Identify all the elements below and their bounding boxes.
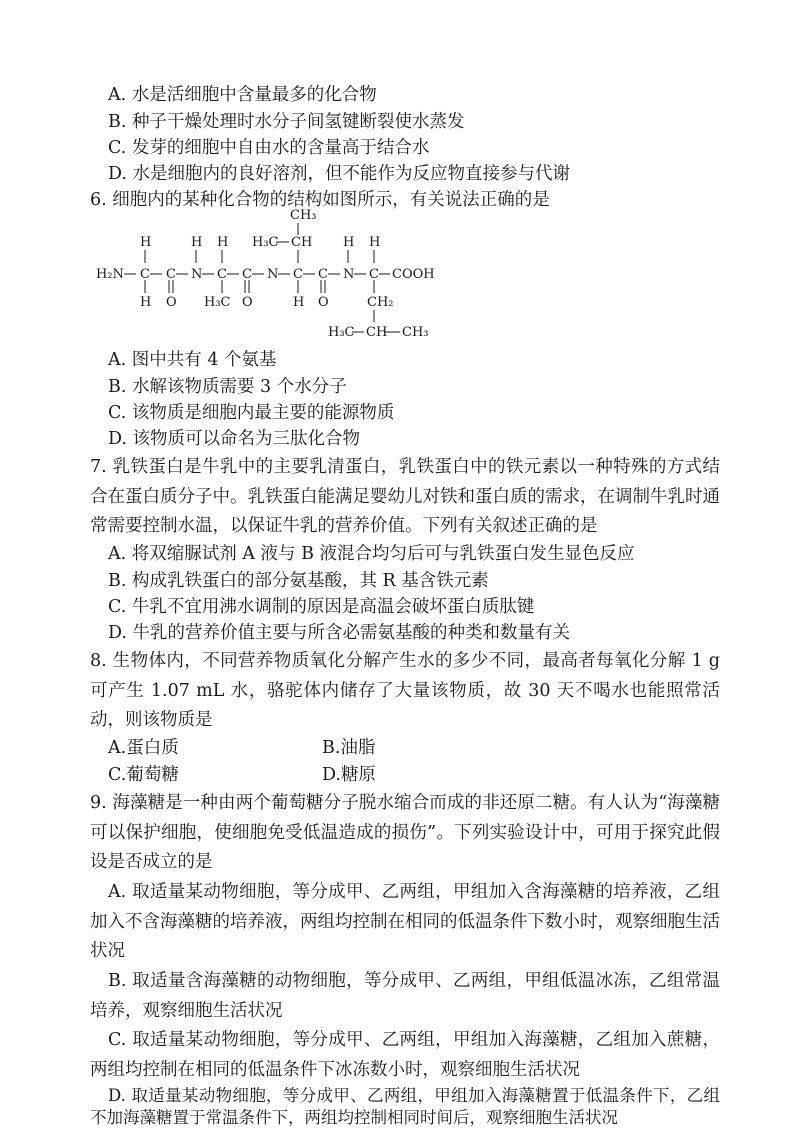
q8-option-a-text: A.蛋白质: [108, 738, 179, 758]
q9-option-a: A. 取适量某动物细胞，等分成甲、乙两组，甲组加入含海藻糖的培养液，乙组加入不含海藻糖的培养液，两组均控制在相同的低温条件下数小时，观察细胞生活状况: [90, 882, 720, 961]
q9-option-b: B. 取适量含海藻糖的动物细胞，等分成甲、乙两组，甲组低温冰冻，乙组常温培养，观察细胞生活状况: [90, 971, 720, 1021]
top-h-3: H: [217, 235, 229, 250]
q5-option-c: C. 发芽的细胞中自由水的含量高于结合水: [108, 138, 430, 158]
top-h-1: H: [140, 235, 152, 250]
q9-option-d: D. 取适量某动物细胞，等分成甲、乙两组，甲组加入海藻糖置于低温条件下，乙组不加海藻糖置于常温条件下，两组均控制相同时间后，观察细胞生活状况: [90, 1086, 720, 1127]
q7-option-d: D. 牛乳的营养价值主要与所含必需氨基酸的种类和数量有关: [108, 623, 571, 643]
carboxyl-group-label: COOH: [392, 267, 435, 282]
peptide-structure-diagram: [90, 208, 470, 348]
bottom-h-2: H: [293, 295, 305, 310]
q8-option-d: D.糖原: [322, 765, 376, 785]
r4-ch2: CH₂: [367, 295, 394, 310]
chain-atom-n1: N: [191, 267, 203, 282]
q9-option-c: C. 取适量某动物细胞，等分成甲、乙两组，甲组加入海藻糖，乙组加入蔗糖，两组均控制在相同的低温条件下冰冻数小时，观察细胞生活状况: [90, 1030, 720, 1080]
top-h-4: H: [343, 235, 355, 250]
chain-atom-n3: N: [343, 267, 355, 282]
q9-stem: 9. 海藻糖是一种由两个葡萄糖分子脱水缩合而成的非还原二糖。有人认为“海藻糖可以保护细胞，使细胞免受低温造成的损伤”。下列实验设计中，可用于探究此假设是否成立的是: [90, 793, 720, 872]
q7-option-b: B. 构成乳铁蛋白的部分氨基酸，其 R 基含铁元素: [108, 571, 489, 591]
r4-ch: CH: [366, 325, 388, 340]
q8-option-b: B.油脂: [322, 738, 376, 758]
q6-option-d: D. 该物质可以命名为三肽化合物: [108, 429, 361, 449]
r4-h3c: H₃C: [328, 325, 355, 340]
r3-h3c: H₃C: [252, 235, 279, 250]
r3-ch3-top: CH₃: [290, 208, 317, 223]
chain-atom-c2: C: [166, 267, 176, 282]
bottom-h3c: H₃C: [204, 295, 231, 310]
q6-option-b: B. 水解该物质需要 3 个水分子: [108, 377, 347, 397]
amino-group-label: H₂N: [96, 267, 124, 282]
bottom-o-1: O: [166, 295, 177, 310]
r4-ch3: CH₃: [402, 325, 429, 340]
q6-stem: 6. 细胞内的某种化合物的结构如图所示，有关说法正确的是: [90, 190, 550, 210]
q7-option-c: C. 牛乳不宜用沸水调制的原因是高温会破坏蛋白质肽键: [108, 597, 535, 617]
bottom-o-2: O: [242, 295, 253, 310]
chain-atom-c1: C: [140, 267, 150, 282]
top-h-2: H: [191, 235, 203, 250]
chain-atom-c5: C: [293, 267, 303, 282]
q5-option-d: D. 水是细胞内的良好溶剂，但不能作为反应物直接参与代谢: [108, 164, 571, 184]
q8-option-a: [108, 736, 179, 760]
chain-atom-c3: C: [217, 267, 227, 282]
q7-stem: 7. 乳铁蛋白是牛乳中的主要乳清蛋白，乳铁蛋白中的铁元素以一种特殊的方式结合在蛋白质分子中。乳铁蛋白能满足婴幼儿对铁和蛋白质的需求，在调制牛乳时通常需要控制水温，以保证牛乳的营养价值。下列有关叙述正确的是: [90, 457, 720, 536]
bottom-o-3: O: [318, 295, 329, 310]
top-h-5: H: [369, 235, 381, 250]
q5-option-a: A. 水是活细胞中含量最多的化合物: [108, 85, 377, 105]
q8-stem: 8. 生物体内，不同营养物质氧化分解产生水的多少不同，最高者每氧化分解 1 g 可产生 1.07 mL 水，骆驼体内储存了大量该物质，故 30 天不喝水也能照常活动，则该物质是: [90, 651, 720, 730]
chain-atom-c6: C: [318, 267, 328, 282]
q6-option-a: A. 图中共有 4 个氨基: [108, 350, 277, 370]
chain-atom-n2: N: [267, 267, 279, 282]
q8-option-c: C.葡萄糖: [108, 765, 179, 785]
q7-option-a: A. 将双缩脲试剂 A 液与 B 液混合均匀后可与乳铁蛋白发生显色反应: [108, 544, 635, 564]
chain-atom-c7: C: [369, 267, 379, 282]
bottom-h-1: H: [140, 295, 152, 310]
q6-option-c: C. 该物质是细胞内最主要的能源物质: [108, 403, 395, 423]
chain-atom-c4: C: [242, 267, 252, 282]
r3-ch: CH: [291, 235, 313, 250]
q5-option-b: B. 种子干燥处理时水分子间氢键断裂使水蒸发: [108, 112, 465, 132]
